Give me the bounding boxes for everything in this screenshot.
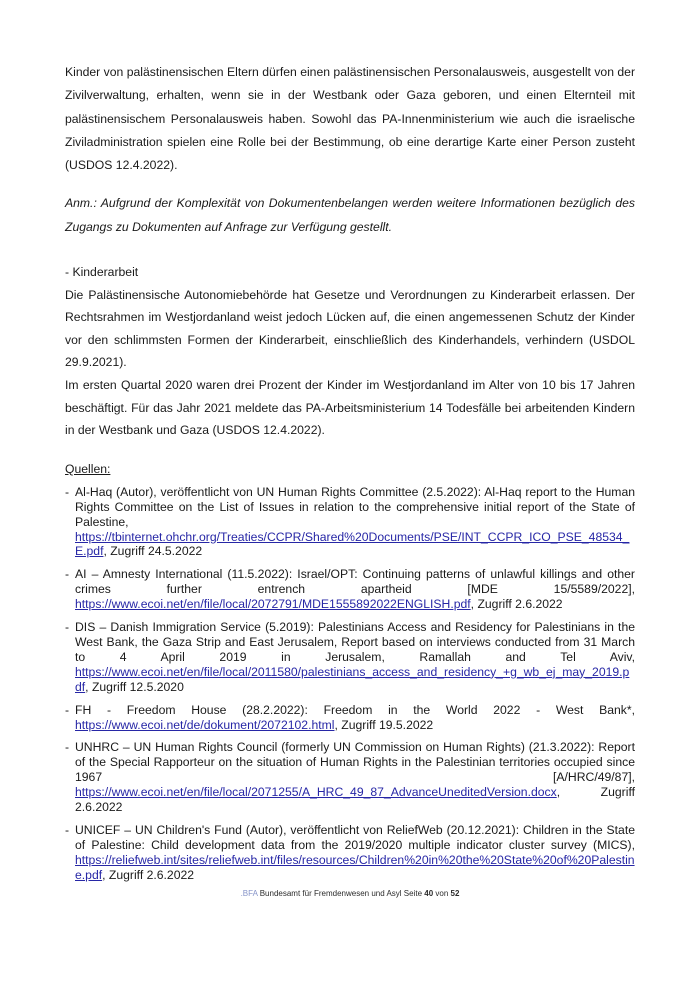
source-text: AI – Amnesty International (11.5.2022): Israel/OPT: Continuing patterns of unlawful killings and other crimes further entrench apartheid [MDE 15/5589/2022], [75,567,635,597]
source-link[interactable]: https://www.ecoi.net/de/dokument/2072102.html [75,717,335,732]
page-footer [0,889,700,899]
source-item-alhaq [65,485,635,560]
sources-section [65,462,635,883]
page-content [65,61,635,883]
list-dash: - [65,702,70,717]
source-item-dis [65,620,635,695]
source-access-date: , Zugriff 2.6.2022 [470,597,563,612]
list-dash: - [65,620,70,635]
source-access-date: , Zugriff 12.5.2020 [85,679,184,694]
source-item-unicef [65,823,635,883]
source-link[interactable]: https://www.ecoi.net/en/file/local/2011580/palestinians_access_and_residency_+g_wb_ej_may_2019.pdf [75,664,630,694]
kinderarbeit-heading: - Kinderarbeit [65,265,139,280]
footer-total-pages: 52 [450,889,460,898]
paragraph-note: Anm.: Aufgrund der Komplexität von Dokumentenbelangen werden weitere Informationen bezüglich des Zugangs zu Dokumenten auf Anfrage zur Verfügung gestellt. [65,196,635,234]
list-dash: - [65,484,70,499]
source-text: FH - Freedom House (28.2.2022): Freedom in the World 2022 - West Bank*, [75,702,635,717]
kinderarbeit-paragraph-1: Die Palästinensische Autonomiebehörde hat Gesetze und Verordnungen zu Kinderarbeit erlassen. Der Rechtsrahmen im Westjordanland weist jedoch Lücken auf, die einen angemessenen Schutz der Kinder vor den schlimmsten Formen der Kinderarbeit, einschließlich des Kinderhandels, verhindern (USDOL 29.9.2021). [65,287,635,370]
footer-office-label: Bundesamt für Fremdenwesen und Asyl Seite [259,889,423,898]
source-access-date: , Zugriff 24.5.2022 [103,544,203,559]
source-text: UNICEF – UN Children's Fund (Autor), veröffentlicht von ReliefWeb (20.12.2021): Children in the State of Palestine: Child development data from the 2019/2020 multiple indicator cluster survey (MICS), [75,822,635,852]
source-text: DIS – Danish Immigration Service (5.2019): Palestinians Access and Residency for Palestinians in the West Bank, the Gaza Strip and East Jerusalem, Report based on interviews conducted from 31 March to 4 April 2019 in Jerusalem, Ramallah and Tel Aviv, [75,620,635,664]
source-link[interactable]: https://reliefweb.int/sites/reliefweb.int/files/resources/Children%20in%20the%20State%20of%20Palestine.pdf [75,852,635,882]
source-link[interactable]: https://www.ecoi.net/en/file/local/2071255/A_HRC_49_87_AdvanceUneditedVersion.docx [75,785,557,800]
source-text: Al-Haq (Autor), veröffentlicht von UN Human Rights Committee (2.5.2022): Al-Haq report to the Human Rights Committee on the List of Issues in relation to the comprehensive initial report of the State of Palestine, [75,484,635,529]
source-item-fh [65,703,635,733]
footer-page-number: 40 [424,889,434,898]
source-item-ai [65,567,635,612]
list-dash: - [65,567,70,582]
kinderarbeit-paragraph-2: Im ersten Quartal 2020 waren drei Prozent der Kinder im Westjordanland im Alter von 10 bis 17 Jahren beschäftigt. Für das Jahr 2021 meldete das PA-Arbeitsministerium 14 Todesfälle bei arbeitenden Kindern in der Westbank und Gaza (USDOS 12.4.2022). [65,378,635,438]
source-link[interactable]: https://www.ecoi.net/en/file/local/2072791/MDE1555892022ENGLISH.pdf [75,597,471,612]
bfa-logo: .BFA [240,889,258,898]
paragraph-personalausweis: Kinder von palästinensischen Eltern dürfen einen palästinensischen Personalausweis, ausgestellt von der Zivilverwaltung, erhalten, wenn sie in der Westbank oder Gaza geboren, und einen Elternteil mit palästinensischem Personalausweis haben. Sowohl das PA-Innenministerium wie auch die israelische Ziviladministration spielen eine Rolle bei der Bestimmung, ob eine derartige Karte einer Person zusteht (USDOS 12.4.2022). [65,65,635,173]
source-access-date: , Zugriff 19.5.2022 [334,717,434,732]
list-dash: - [65,822,70,837]
source-link[interactable]: https://tbinternet.ohchr.org/Treaties/CCPR/Shared%20Documents/PSE/INT_CCPR_ICO_PSE_48534_E.pdf [75,529,630,559]
sources-heading: Quellen: [65,461,111,476]
source-access-date: , Zugriff 2.6.2022 [75,785,635,815]
source-text: UNHRC – UN Human Rights Council (formerly UN Commission on Human Rights) (21.3.2022): Report of the Special Rapporteur on the situation of Human Rights in the Palestinian territories occupied since 1967 [A/HRC/49/87], [75,740,635,785]
source-access-date: , Zugriff 2.6.2022 [102,867,195,882]
section-kinderarbeit [65,261,635,442]
list-dash: - [65,740,70,755]
footer-of-label: von [435,889,449,898]
source-item-unhrc [65,740,635,815]
